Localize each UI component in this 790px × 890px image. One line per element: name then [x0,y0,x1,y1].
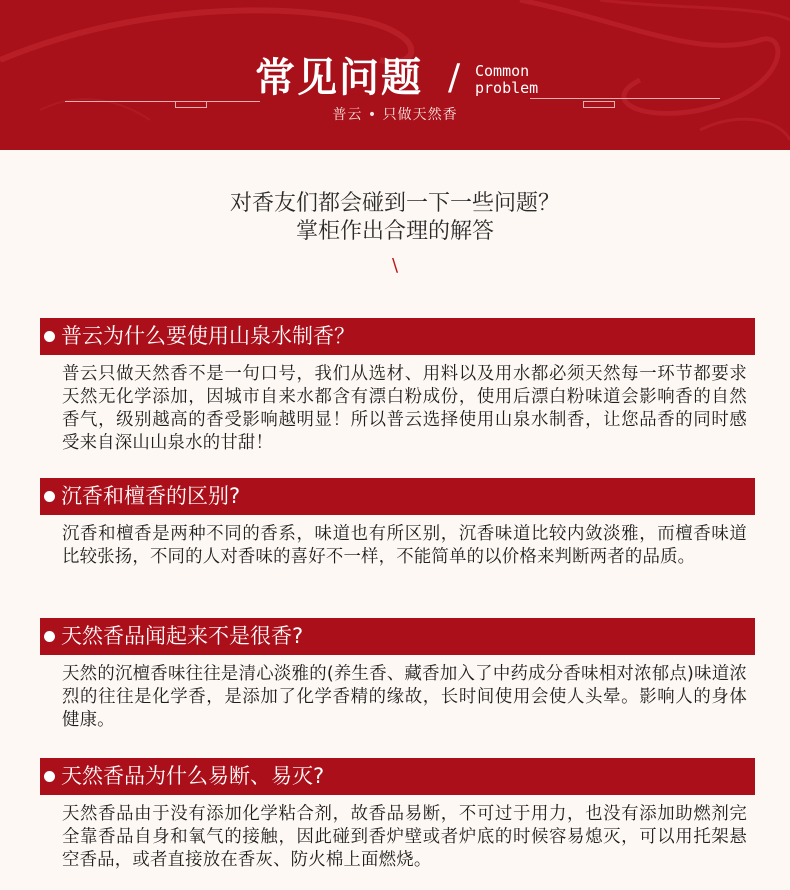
right-deco-line [530,98,720,99]
faq-question: 普云为什么要使用山泉水制香？ [61,324,355,348]
faq-question: 天然香品为什么易断、易灭? [61,764,325,788]
brand-slogan: 普云 • 只做天然香 [332,107,458,123]
bullet-dot-icon [44,771,55,782]
bullet-dot-icon [44,491,55,502]
english-title [475,63,538,97]
faq-question-bar [40,758,755,795]
faq-question: 天然香品闻起来不是很香? [61,624,304,648]
english-title-line1: Common [475,62,530,80]
faq-item [40,478,755,569]
faq-answer: 普云只做天然香不是一句口号，我们从选材、用料以及用水都必须天然每一环节都要求天然无化学添加，因城市自来水都含有漂白粉成份，使用后漂白粉味道会影响香的自然香气，级别越高的香受影响越明显！所以普云选择使用山泉水制香，让您品香的同时感受来自深山山泉水的甘甜！ [62,364,747,453]
faq-answer: 天然香品由于没有添加化学粘合剂，故香品易断，不可过于用力，也没有添加助燃剂完全靠香品自身和氧气的接触，因此碰到香炉壁或者炉底的时候容易熄灭，可以用托架悬空香品，或者直接放在香灰、防火棉上面燃烧。 [62,804,747,870]
bullet-dot-icon [44,331,55,342]
faq-item [40,758,755,872]
faq-question-bar [40,618,755,655]
faq-answer: 天然的沉檀香味往往是清心淡雅的(养生香、藏香加入了中药成分香味相对浓郁点)味道浓烈的往往是化学香，是添加了化学香精的缘故，长时间使用会使人头晕。影响人的身体健康。 [62,664,747,730]
faq-item [40,618,755,732]
faq-item [40,318,755,455]
left-deco-line [65,101,260,102]
faq-answer: 沉香和檀香是两种不同的香系，味道也有所区别，沉香味道比较内敛淡雅，而檀香味道比较张扬，不同的人对香味的喜好不一样，不能简单的以价格来判断两者的品质。 [62,524,747,567]
bullet-dot-icon [44,631,55,642]
intro-line1: 对香友们都会碰到一下一些问题？ [229,191,560,216]
header-banner [0,0,790,150]
page-title: 常见问题 [255,55,423,101]
faq-question: 沉香和檀香的区别? [61,484,241,508]
faq-question-bar [40,318,755,355]
intro-line2: 掌柜作出合理的解答 [295,219,494,244]
title-slash: / [448,57,461,98]
intro-mark: \ [392,255,399,276]
intro-text [0,190,790,246]
english-title-line2: problem [475,79,539,97]
faq-question-bar [40,478,755,515]
